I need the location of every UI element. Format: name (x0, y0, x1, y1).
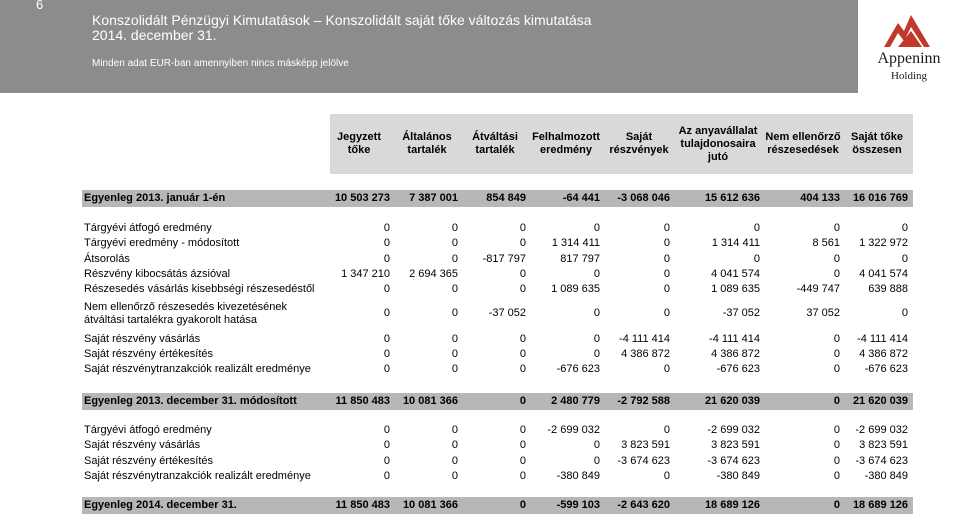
table-cell: 0 (663, 363, 670, 375)
table-cell: 0 (663, 268, 670, 280)
table-cell: 2 480 779 (551, 395, 600, 407)
table-cell: 0 (451, 222, 458, 234)
table-cell: 0 (663, 253, 670, 265)
table-cell: 0 (519, 455, 526, 467)
table-cell: 0 (833, 253, 840, 265)
table-cell: 854 849 (486, 192, 526, 204)
table-cell: 0 (451, 307, 458, 319)
table-cell: 0 (593, 268, 600, 280)
table-cell: -449 747 (796, 283, 840, 295)
table-cell: -64 441 (562, 192, 600, 204)
table-cell: 37 052 (806, 307, 840, 319)
table-cell: -3 674 623 (707, 455, 760, 467)
row-label: Saját részvény vásárlás (84, 333, 201, 345)
table-cell: 0 (833, 363, 840, 375)
table-cell: 0 (383, 307, 390, 319)
table-cell: 0 (519, 333, 526, 345)
table-cell: 4 386 872 (621, 348, 670, 360)
table-cell: 0 (451, 455, 458, 467)
row-label: Saját részvénytranzakciók realizált eredménye (84, 363, 311, 375)
table-cell: 10 503 273 (334, 192, 390, 204)
table-cell: 0 (593, 307, 600, 319)
col-header-nem-ellenorzo: Nem ellenőrző részesedések (765, 131, 841, 156)
table-cell: 10 081 366 (402, 395, 458, 407)
table-cell: 11 850 483 (335, 499, 390, 511)
table-cell: 0 (833, 222, 840, 234)
company-logo (858, 0, 960, 93)
row-label: Tárgyévi átfogó eredmény (84, 424, 212, 436)
table-cell: 0 (383, 253, 390, 265)
table-cell: 0 (901, 222, 908, 234)
row-label: Tárgyévi eredmény - módosított (84, 237, 240, 249)
page-number-box (0, 0, 82, 93)
table-cell: 0 (593, 222, 600, 234)
table-cell: 0 (663, 470, 670, 482)
table-cell: 0 (519, 424, 526, 436)
table-cell: 18 689 126 (704, 499, 760, 511)
table-cell: 0 (663, 307, 670, 319)
table-cell: 639 888 (868, 283, 908, 295)
table-cell: 0 (901, 307, 908, 319)
table-cell: 1 089 635 (711, 283, 760, 295)
table-cell: 0 (519, 439, 526, 451)
table-cell: 0 (663, 237, 670, 249)
report-date: 2014. december 31. (92, 27, 217, 43)
logo-name: Appeninn (877, 50, 941, 67)
table-cell: 0 (451, 424, 458, 436)
table-cell: 15 612 636 (704, 192, 760, 204)
row-label: Egyenleg 2013. december 31. módosított (84, 395, 297, 407)
col-header-atvaltasi-tartalek: Átváltási tartalék (472, 131, 518, 156)
table-cell: 1 089 635 (551, 283, 600, 295)
table-cell: 0 (901, 253, 908, 265)
row-label: Saját részvény értékesítés (84, 455, 214, 467)
table-cell: 0 (383, 470, 390, 482)
logo-subtitle: Holding (890, 70, 928, 82)
table-cell: 21 620 039 (704, 395, 760, 407)
row-label: Saját részvénytranzakciók realizált eredménye (84, 470, 311, 482)
row-label: Saját részvény értékesítés (84, 348, 214, 360)
table-cell: 0 (833, 455, 840, 467)
table-cell: -37 052 (488, 307, 526, 319)
table-cell: 1 314 411 (711, 237, 760, 249)
table-cell: 0 (833, 348, 840, 360)
table-cell: 0 (753, 222, 760, 234)
row-label: átváltási tartalékra gyakorolt hatása (84, 314, 258, 326)
table-cell: 817 797 (560, 253, 600, 265)
table-cell: -676 623 (864, 363, 908, 375)
table-cell: 11 850 483 (335, 395, 390, 407)
table-cell: 404 133 (800, 192, 840, 204)
table-cell: 0 (519, 237, 526, 249)
currency-note: Minden adat EUR-ban amennyiben nincs másképp jelölve (92, 58, 349, 69)
table-cell: -4 111 414 (709, 333, 760, 345)
table-cell: 3 823 591 (859, 439, 908, 451)
col-header-anyavallalat: Az anyavállalat tulajdonosaira jutó (678, 124, 758, 163)
table-cell: 0 (593, 439, 600, 451)
table-cell: -3 674 623 (855, 455, 908, 467)
logo-mountain-icon (884, 9, 930, 47)
table-cell: 0 (833, 470, 840, 482)
table-cell: 0 (451, 333, 458, 345)
table-cell: 0 (593, 455, 600, 467)
table-cell: 0 (451, 363, 458, 375)
table-cell: 1 322 972 (859, 237, 908, 249)
table-cell: 0 (833, 424, 840, 436)
table-cell: 0 (519, 499, 526, 511)
table-cell: 0 (383, 363, 390, 375)
table-cell: -2 643 620 (617, 499, 670, 511)
table-cell: 0 (451, 348, 458, 360)
table-cell: 0 (519, 363, 526, 375)
table-cell: 0 (383, 333, 390, 345)
table-cell: -2 699 032 (855, 424, 908, 436)
table-cell: 0 (833, 268, 840, 280)
table-cell: 0 (383, 222, 390, 234)
table-cell: -4 111 414 (619, 333, 670, 345)
table-cell: 21 620 039 (852, 395, 908, 407)
table-cell: -676 623 (716, 363, 760, 375)
table-cell: 0 (519, 348, 526, 360)
col-header-jegyzett-toke: Jegyzett tőke (336, 131, 382, 156)
table-cell: -4 111 414 (857, 333, 908, 345)
table-cell: 0 (593, 348, 600, 360)
table-cell: -2 699 032 (547, 424, 600, 436)
table-cell: 0 (451, 470, 458, 482)
table-cell: 0 (451, 439, 458, 451)
table-cell: 7 387 001 (409, 192, 458, 204)
table-cell: 4 041 574 (711, 268, 760, 280)
table-cell: 3 823 591 (621, 439, 670, 451)
table-cell: 0 (519, 395, 526, 407)
table-cell: -2 792 588 (617, 395, 670, 407)
col-header-sajat-toke-osszesen: Saját tőke összesen (851, 131, 903, 156)
row-label: Egyenleg 2014. december 31. (84, 499, 237, 511)
table-cell: 0 (383, 237, 390, 249)
table-cell: 0 (383, 348, 390, 360)
report-title: Konszolidált Pénzügyi Kimutatások – Konszolidált saját tőke változás kimutatása (92, 12, 592, 28)
row-label: Tárgyévi átfogó eredmény (84, 222, 212, 234)
table-cell: 0 (519, 222, 526, 234)
table-cell: -380 849 (864, 470, 908, 482)
table-cell: -3 674 623 (617, 455, 670, 467)
table-cell: 0 (383, 439, 390, 451)
table-cell: -37 052 (722, 307, 760, 319)
table-cell: 2 694 365 (409, 268, 458, 280)
table-cell: 16 016 769 (852, 192, 908, 204)
table-cell: 0 (383, 283, 390, 295)
table-cell: -817 797 (482, 253, 526, 265)
table-cell: 0 (451, 253, 458, 265)
table-cell: 1 314 411 (551, 237, 600, 249)
table-cell: 8 561 (812, 237, 840, 249)
col-header-sajat-reszvenyek: Saját részvények (609, 131, 669, 156)
row-label: Nem ellenőrző részesedés kivezetésének (84, 301, 287, 313)
row-label: Átsorolás (84, 253, 130, 265)
table-cell: 0 (833, 439, 840, 451)
table-cell: 1 347 210 (341, 268, 390, 280)
table-cell: -3 068 046 (617, 192, 670, 204)
row-label: Egyenleg 2013. január 1-én (84, 192, 226, 204)
table-cell: 0 (833, 333, 840, 345)
table-cell: 0 (833, 499, 840, 511)
table-cell: 0 (451, 283, 458, 295)
table-cell: 0 (663, 424, 670, 436)
table-cell: 0 (593, 333, 600, 345)
row-label: Részesedés vásárlás kisebbségi részesedéstől (84, 283, 315, 295)
col-header-felhalmozott-eredmeny: Felhalmozott eredmény (532, 131, 600, 156)
row-label: Saját részvény vásárlás (84, 439, 201, 451)
table-cell: 0 (753, 253, 760, 265)
table-cell: 0 (833, 395, 840, 407)
row-label: Részvény kibocsátás ázsióval (84, 268, 231, 280)
table-cell: 4 386 872 (711, 348, 760, 360)
table-cell: -380 849 (556, 470, 600, 482)
table-cell: 0 (519, 268, 526, 280)
table-cell: 4 386 872 (859, 348, 908, 360)
table-cell: 0 (663, 222, 670, 234)
table-cell: 0 (451, 237, 458, 249)
table-cell: -2 699 032 (707, 424, 760, 436)
page-number: 6 (36, 0, 44, 12)
table-cell: 4 041 574 (859, 268, 908, 280)
table-cell: 0 (519, 470, 526, 482)
col-header-altalanos-tartalek: Általános tartalék (402, 131, 452, 156)
table-cell: 0 (383, 455, 390, 467)
table-cell: 10 081 366 (402, 499, 458, 511)
table-cell: 3 823 591 (711, 439, 760, 451)
table-cell: 0 (663, 283, 670, 295)
table-cell: 0 (519, 283, 526, 295)
table-cell: 0 (383, 424, 390, 436)
table-cell: -599 103 (556, 499, 600, 511)
table-cell: -676 623 (556, 363, 600, 375)
table-cell: -380 849 (716, 470, 760, 482)
table-cell: 18 689 126 (852, 499, 908, 511)
